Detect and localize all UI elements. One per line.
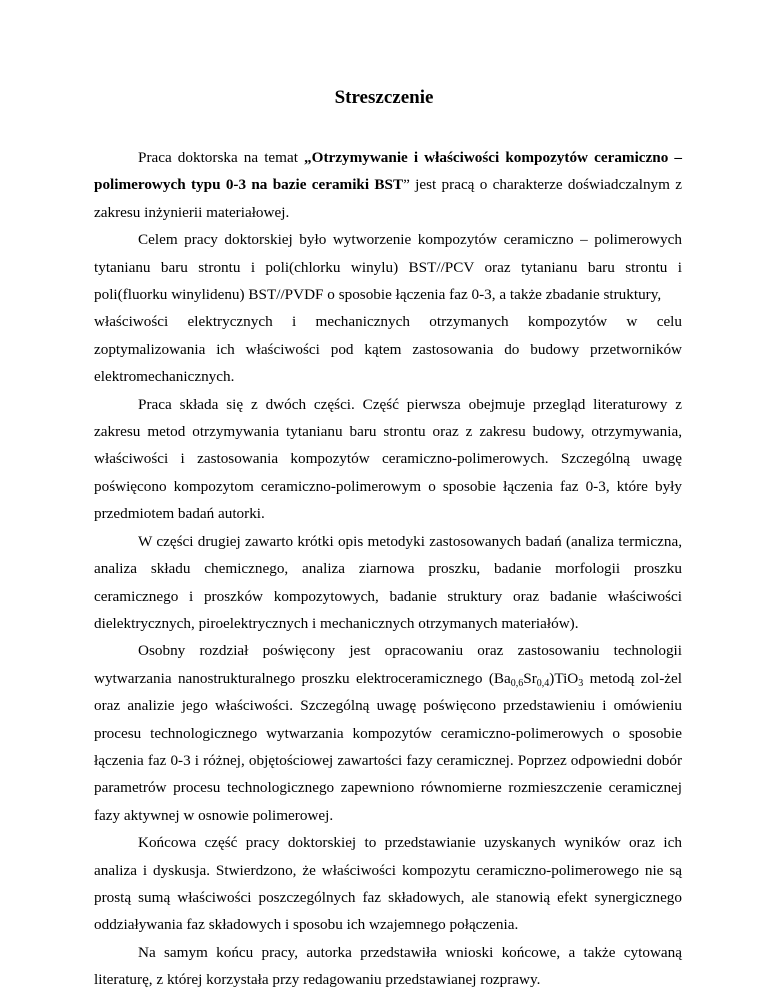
paragraph-2-part-a: Celem pracy doktorskiej było wytworzenie kompozytów ceramiczno – polimerowych tytanianu baru strontu i poli(chlorku winylu) BST//PCV oraz tytanianu baru strontu i poli(fluorku winylidenu) BST//PVDF o sposobie łączenia faz 0-3, a także zbadanie struktury, — [94, 231, 682, 304]
paragraph-6: Końcowa część pracy doktorskiej to przedstawianie uzyskanych wyników oraz ich analiza i dyskusja. Stwierdzono, że właściwości kompozytu ceramiczno-polimerowego nie są prostą sumą właściwości poszczególnych faz składowych, ale stanowią efekt synergicznego oddziaływania faz składowych i sposobu ich wzajemnego połączenia. — [94, 834, 682, 934]
paragraph-1-lead: Praca doktorska na temat — [138, 149, 305, 166]
paragraph-5-part-a: Osobny rozdział poświęcony jest opracowaniu oraz zastosowaniu technologii wytwarzania nanostrukturalnego proszku elektroceramicznego (Ba — [94, 642, 682, 687]
paragraph-1-tail: jest pracą o charakterze doświadczalnym z zakresu inżynierii materiałowej. — [94, 176, 682, 221]
paragraph-7: Na samym końcu pracy, autorka przedstawiła wnioski końcowe, a także cytowaną literaturę, z której korzystała przy redagowaniu przedstawianej rozprawy. — [94, 943, 682, 989]
paragraph-5-part-b: metodą zol-żel oraz analizie jego właściwości. Szczególną uwagę poświęcono przedstawieniu i omówieniu procesu technologicznego wytwarzania kompozytów ceramiczno-polimerowych o sposobie łączenia faz 0-3 i różnej, objętościowej zawartości fazy ceramicznej. Poprzez odpowiedni dobór parametrów procesu technologicznego zapewniono równomierne rozmieszczenie ceramicznej fazy aktywnej w osnowie polimerowej. — [94, 669, 682, 824]
paragraph-2-part-c: zoptymalizowania ich właściwości pod kątem zastosowania do budowy przetworników elektromechanicznych. — [94, 340, 682, 386]
paragraph-5 — [94, 637, 682, 829]
paragraph-1 — [94, 144, 682, 226]
paragraph-4: W części drugiej zawarto krótki opis metodyki zastosowanych badań (analiza termiczna, analiza składu chemicznego, analiza ziarnowa proszku, badanie morfologii proszku ceramicznego i proszków kompozytowych, badanie struktury oraz badanie właściwości dielektrycznych, piroelektrycznych i mechanicznych otrzymanych materiałów). — [94, 532, 682, 632]
paragraph-2 — [94, 226, 682, 390]
thesis-title: „Otrzymywanie i właściwości kompozytów ceramiczno – polimerowych typu 0-3 na bazie ceramiki BST — [94, 149, 682, 194]
oxygen-subscript: 3 — [578, 677, 584, 689]
thesis-title-close-quote: ” — [403, 176, 410, 194]
paragraph-2-part-b: właściwości elektrycznych i mechanicznych otrzymanych kompozytów w celu — [94, 313, 682, 331]
paragraph-3: Praca składa się z dwóch części. Część pierwsza obejmuje przegląd literaturowy z zakresu metod otrzymywania tytanianu baru strontu oraz z zakresu budowy, otrzymywania, właściwości i zastosowania kompozytów ceramiczno-polimerowych. Szczególną uwagę poświęcono kompozytom ceramiczno-polimerowym o sposobie łączenia faz 0-3, które były przedmiotem badań autorki. — [94, 395, 682, 523]
page-title: Streszczenie — [334, 87, 434, 108]
strontium-symbol: Sr — [523, 669, 537, 687]
abstract-body — [94, 144, 682, 994]
ba-subscript: 0,6 — [510, 677, 524, 689]
sr-subscript: 0,4 — [536, 677, 550, 689]
titanium-oxide-symbol: )TiO — [549, 669, 579, 687]
